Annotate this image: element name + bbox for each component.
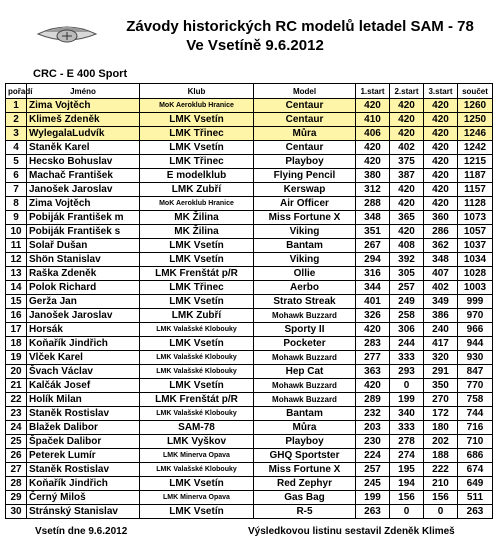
cell-total: 1034 bbox=[458, 253, 493, 267]
cell-club: LMK Třinec bbox=[140, 127, 254, 141]
cell-total: 930 bbox=[458, 351, 493, 365]
cell-start2: 305 bbox=[390, 267, 424, 281]
cell-start3: 407 bbox=[424, 267, 458, 281]
cell-start1: 277 bbox=[356, 351, 390, 365]
cell-start3: 420 bbox=[424, 99, 458, 113]
cell-start2: 156 bbox=[390, 491, 424, 505]
cell-name: Staněk Rostislav bbox=[27, 407, 140, 421]
cell-club: MK Žilina bbox=[140, 211, 254, 225]
cell-name: Koňařík Jindřich bbox=[27, 337, 140, 351]
cell-name: Polok Richard bbox=[27, 281, 140, 295]
cell-name: Staněk Rostislav bbox=[27, 463, 140, 477]
cell-start2: 278 bbox=[390, 435, 424, 449]
cell-model: Mohawk Buzzard bbox=[254, 393, 356, 407]
cell-model: Mohawk Buzzard bbox=[254, 379, 356, 393]
cell-position: 20 bbox=[6, 365, 27, 379]
cell-start2: 0 bbox=[390, 379, 424, 393]
cell-name: Staněk Karel bbox=[27, 141, 140, 155]
table-row bbox=[6, 463, 493, 477]
cell-model: Playboy bbox=[254, 435, 356, 449]
cell-total: 1073 bbox=[458, 211, 493, 225]
cell-start1: 420 bbox=[356, 155, 390, 169]
cell-start3: 350 bbox=[424, 379, 458, 393]
col-header-total: součet bbox=[458, 84, 493, 99]
cell-start1: 344 bbox=[356, 281, 390, 295]
cell-model: Ollie bbox=[254, 267, 356, 281]
table-row bbox=[6, 351, 493, 365]
cell-start2: 420 bbox=[390, 225, 424, 239]
cell-start1: 420 bbox=[356, 99, 390, 113]
cell-name: Hecsko Bohuslav bbox=[27, 155, 140, 169]
cell-name: Zima Vojtěch bbox=[27, 197, 140, 211]
cell-model: Viking bbox=[254, 225, 356, 239]
cell-start1: 363 bbox=[356, 365, 390, 379]
cell-start1: 294 bbox=[356, 253, 390, 267]
cell-start1: 316 bbox=[356, 267, 390, 281]
cell-position: 18 bbox=[6, 337, 27, 351]
cell-start2: 333 bbox=[390, 421, 424, 435]
cell-position: 29 bbox=[6, 491, 27, 505]
cell-start3: 420 bbox=[424, 141, 458, 155]
cell-start1: 312 bbox=[356, 183, 390, 197]
cell-start3: 291 bbox=[424, 365, 458, 379]
cell-start1: 203 bbox=[356, 421, 390, 435]
cell-start2: 257 bbox=[390, 281, 424, 295]
cell-start3: 420 bbox=[424, 169, 458, 183]
cell-club: LMK Frenštát p/R bbox=[140, 267, 254, 281]
table-header-row bbox=[6, 84, 493, 99]
cell-club: MK Žilina bbox=[140, 225, 254, 239]
cell-model: Můra bbox=[254, 421, 356, 435]
cell-total: 686 bbox=[458, 449, 493, 463]
cell-total: 770 bbox=[458, 379, 493, 393]
cell-start1: 420 bbox=[356, 141, 390, 155]
cell-name: Pobiják František s bbox=[27, 225, 140, 239]
cell-total: 710 bbox=[458, 435, 493, 449]
table-row bbox=[6, 309, 493, 323]
cell-position: 22 bbox=[6, 393, 27, 407]
cell-position: 15 bbox=[6, 295, 27, 309]
cell-club: LMK Vyškov bbox=[140, 435, 254, 449]
cell-model: Centaur bbox=[254, 113, 356, 127]
cell-club: MoK Aeroklub Hranice bbox=[140, 99, 254, 113]
cell-model: R-5 bbox=[254, 505, 356, 519]
table-row bbox=[6, 491, 493, 505]
cell-model: Flying Pencil bbox=[254, 169, 356, 183]
table-row bbox=[6, 337, 493, 351]
col-header-model: Model bbox=[254, 84, 356, 99]
cell-start2: 402 bbox=[390, 141, 424, 155]
table-row bbox=[6, 477, 493, 491]
cell-total: 970 bbox=[458, 309, 493, 323]
cell-club: LMK Valašské Klobouky bbox=[140, 407, 254, 421]
cell-model: Miss Fortune X bbox=[254, 211, 356, 225]
cell-start3: 402 bbox=[424, 281, 458, 295]
footer-date: Vsetín dne 9.6.2012 bbox=[35, 526, 128, 537]
cell-position: 8 bbox=[6, 197, 27, 211]
cell-start2: 293 bbox=[390, 365, 424, 379]
cell-position: 17 bbox=[6, 323, 27, 337]
cell-start2: 199 bbox=[390, 393, 424, 407]
cell-position: 16 bbox=[6, 309, 27, 323]
cell-name: Blažek Dalibor bbox=[27, 421, 140, 435]
cell-name: Shön Stanislav bbox=[27, 253, 140, 267]
table-row bbox=[6, 183, 493, 197]
cell-start3: 348 bbox=[424, 253, 458, 267]
club-logo-icon bbox=[36, 16, 98, 50]
cell-club: LMK Vsetín bbox=[140, 113, 254, 127]
cell-model: Hep Cat bbox=[254, 365, 356, 379]
cell-start3: 172 bbox=[424, 407, 458, 421]
cell-club: LMK Valašské Klobouky bbox=[140, 365, 254, 379]
cell-club: LMK Minerva Opava bbox=[140, 491, 254, 505]
table-row bbox=[6, 267, 493, 281]
cell-start3: 222 bbox=[424, 463, 458, 477]
cell-total: 1246 bbox=[458, 127, 493, 141]
col-header-name: Jméno bbox=[27, 84, 140, 99]
cell-total: 263 bbox=[458, 505, 493, 519]
cell-start1: 420 bbox=[356, 323, 390, 337]
table-row bbox=[6, 421, 493, 435]
cell-start2: 306 bbox=[390, 323, 424, 337]
cell-start1: 326 bbox=[356, 309, 390, 323]
cell-club: LMK Vsetín bbox=[140, 505, 254, 519]
cell-start3: 202 bbox=[424, 435, 458, 449]
cell-club: LMK Vsetín bbox=[140, 337, 254, 351]
col-header-start2: 2.start bbox=[390, 84, 424, 99]
table-row bbox=[6, 197, 493, 211]
cell-start2: 333 bbox=[390, 351, 424, 365]
cell-position: 4 bbox=[6, 141, 27, 155]
page-title: Závody historických RC modelů letadel SAM - 78 bbox=[126, 18, 474, 35]
cell-name: Vlček Karel bbox=[27, 351, 140, 365]
col-header-start3: 3.start bbox=[424, 84, 458, 99]
cell-club: LMK Zubří bbox=[140, 183, 254, 197]
cell-club: LMK Minerva Opava bbox=[140, 449, 254, 463]
cell-start3: 386 bbox=[424, 309, 458, 323]
cell-position: 25 bbox=[6, 435, 27, 449]
cell-start1: 406 bbox=[356, 127, 390, 141]
cell-total: 674 bbox=[458, 463, 493, 477]
cell-start2: 258 bbox=[390, 309, 424, 323]
cell-name: Gerža Jan bbox=[27, 295, 140, 309]
cell-start2: 420 bbox=[390, 183, 424, 197]
cell-total: 966 bbox=[458, 323, 493, 337]
cell-name: Pobiják František m bbox=[27, 211, 140, 225]
cell-model: Air Officer bbox=[254, 197, 356, 211]
cell-club: LMK Vsetín bbox=[140, 141, 254, 155]
table-row bbox=[6, 169, 493, 183]
cell-start2: 375 bbox=[390, 155, 424, 169]
cell-total: 1242 bbox=[458, 141, 493, 155]
cell-start1: 263 bbox=[356, 505, 390, 519]
table-row bbox=[6, 379, 493, 393]
table-row bbox=[6, 127, 493, 141]
cell-club: LMK Třinec bbox=[140, 281, 254, 295]
cell-start2: 420 bbox=[390, 113, 424, 127]
table-row bbox=[6, 435, 493, 449]
cell-position: 19 bbox=[6, 351, 27, 365]
table-row bbox=[6, 449, 493, 463]
cell-start2: 249 bbox=[390, 295, 424, 309]
cell-start1: 288 bbox=[356, 197, 390, 211]
cell-start1: 224 bbox=[356, 449, 390, 463]
cell-club: LMK Vsetín bbox=[140, 295, 254, 309]
cell-name: Švach Václav bbox=[27, 365, 140, 379]
cell-model: GHQ Sportster bbox=[254, 449, 356, 463]
cell-start1: 348 bbox=[356, 211, 390, 225]
cell-start2: 194 bbox=[390, 477, 424, 491]
table-row bbox=[6, 505, 493, 519]
cell-name: Špaček Dalibor bbox=[27, 435, 140, 449]
cell-total: 716 bbox=[458, 421, 493, 435]
cell-position: 23 bbox=[6, 407, 27, 421]
cell-club: LMK Vsetín bbox=[140, 253, 254, 267]
cell-start3: 188 bbox=[424, 449, 458, 463]
table-row bbox=[6, 141, 493, 155]
cell-position: 30 bbox=[6, 505, 27, 519]
cell-club: LMK Valašské Klobouky bbox=[140, 323, 254, 337]
cell-total: 1028 bbox=[458, 267, 493, 281]
cell-start1: 245 bbox=[356, 477, 390, 491]
cell-name: Kalčák Josef bbox=[27, 379, 140, 393]
cell-total: 1260 bbox=[458, 99, 493, 113]
cell-model: Kerswap bbox=[254, 183, 356, 197]
cell-name: Raška Zdeněk bbox=[27, 267, 140, 281]
cell-club: LMK Vsetín bbox=[140, 379, 254, 393]
cell-name: Peterek Lumír bbox=[27, 449, 140, 463]
cell-position: 10 bbox=[6, 225, 27, 239]
cell-name: Machač František bbox=[27, 169, 140, 183]
page-subtitle: Ve Vsetíně 9.6.2012 bbox=[186, 37, 324, 54]
table-row bbox=[6, 393, 493, 407]
cell-model: Můra bbox=[254, 127, 356, 141]
cell-start1: 351 bbox=[356, 225, 390, 239]
cell-total: 758 bbox=[458, 393, 493, 407]
cell-club: LMK Frenštát p/R bbox=[140, 393, 254, 407]
cell-start3: 349 bbox=[424, 295, 458, 309]
cell-position: 7 bbox=[6, 183, 27, 197]
cell-total: 511 bbox=[458, 491, 493, 505]
table-row bbox=[6, 407, 493, 421]
cell-model: Playboy bbox=[254, 155, 356, 169]
cell-model: Miss Fortune X bbox=[254, 463, 356, 477]
cell-start3: 420 bbox=[424, 113, 458, 127]
cell-model: Bantam bbox=[254, 239, 356, 253]
cell-start3: 320 bbox=[424, 351, 458, 365]
cell-start2: 392 bbox=[390, 253, 424, 267]
cell-start2: 195 bbox=[390, 463, 424, 477]
table-row bbox=[6, 99, 493, 113]
cell-total: 999 bbox=[458, 295, 493, 309]
cell-total: 1157 bbox=[458, 183, 493, 197]
cell-start3: 180 bbox=[424, 421, 458, 435]
cell-model: Bantam bbox=[254, 407, 356, 421]
cell-start1: 283 bbox=[356, 337, 390, 351]
cell-start1: 267 bbox=[356, 239, 390, 253]
cell-name: Janošek Jaroslav bbox=[27, 183, 140, 197]
cell-total: 1037 bbox=[458, 239, 493, 253]
cell-position: 21 bbox=[6, 379, 27, 393]
cell-start3: 420 bbox=[424, 183, 458, 197]
table-row bbox=[6, 253, 493, 267]
cell-club: SAM-78 bbox=[140, 421, 254, 435]
cell-start3: 270 bbox=[424, 393, 458, 407]
cell-start1: 232 bbox=[356, 407, 390, 421]
cell-position: 3 bbox=[6, 127, 27, 141]
cell-start3: 360 bbox=[424, 211, 458, 225]
cell-club: LMK Třinec bbox=[140, 155, 254, 169]
cell-name: Holík Milan bbox=[27, 393, 140, 407]
cell-start1: 230 bbox=[356, 435, 390, 449]
cell-start2: 408 bbox=[390, 239, 424, 253]
cell-position: 27 bbox=[6, 463, 27, 477]
cell-total: 1003 bbox=[458, 281, 493, 295]
cell-start1: 380 bbox=[356, 169, 390, 183]
cell-start1: 401 bbox=[356, 295, 390, 309]
cell-total: 744 bbox=[458, 407, 493, 421]
footer-author: Výsledkovou listinu sestavil Zdeněk Klimeš bbox=[248, 526, 455, 537]
cell-start2: 340 bbox=[390, 407, 424, 421]
cell-model: Mohawk Buzzard bbox=[254, 351, 356, 365]
cell-model: Red Zephyr bbox=[254, 477, 356, 491]
table-row bbox=[6, 155, 493, 169]
cell-start3: 420 bbox=[424, 197, 458, 211]
cell-club: LMK Zubří bbox=[140, 309, 254, 323]
cell-start3: 362 bbox=[424, 239, 458, 253]
table-row bbox=[6, 295, 493, 309]
cell-position: 14 bbox=[6, 281, 27, 295]
cell-model: Mohawk Buzzard bbox=[254, 309, 356, 323]
category-label: CRC - E 400 Sport bbox=[33, 68, 128, 80]
cell-name: Zima Vojtěch bbox=[27, 99, 140, 113]
cell-total: 1250 bbox=[458, 113, 493, 127]
cell-total: 1215 bbox=[458, 155, 493, 169]
cell-model: Centaur bbox=[254, 99, 356, 113]
cell-name: Koňařík Jindřich bbox=[27, 477, 140, 491]
cell-start3: 417 bbox=[424, 337, 458, 351]
cell-start1: 420 bbox=[356, 379, 390, 393]
table-row bbox=[6, 365, 493, 379]
cell-club: LMK Vsetín bbox=[140, 239, 254, 253]
cell-start2: 244 bbox=[390, 337, 424, 351]
cell-model: Pocketer bbox=[254, 337, 356, 351]
cell-club: LMK Vsetín bbox=[140, 477, 254, 491]
cell-start2: 387 bbox=[390, 169, 424, 183]
cell-start3: 0 bbox=[424, 505, 458, 519]
cell-total: 1057 bbox=[458, 225, 493, 239]
table-row bbox=[6, 225, 493, 239]
cell-start2: 420 bbox=[390, 197, 424, 211]
cell-start2: 365 bbox=[390, 211, 424, 225]
col-header-start1: 1.start bbox=[356, 84, 390, 99]
cell-position: 26 bbox=[6, 449, 27, 463]
cell-total: 847 bbox=[458, 365, 493, 379]
cell-start2: 274 bbox=[390, 449, 424, 463]
cell-model: Strato Streak bbox=[254, 295, 356, 309]
cell-position: 2 bbox=[6, 113, 27, 127]
cell-start1: 199 bbox=[356, 491, 390, 505]
cell-name: Černý Miloš bbox=[27, 491, 140, 505]
results-table bbox=[5, 83, 493, 519]
cell-model: Centaur bbox=[254, 141, 356, 155]
cell-club: LMK Valašské Klobouky bbox=[140, 463, 254, 477]
cell-start3: 156 bbox=[424, 491, 458, 505]
table-row bbox=[6, 211, 493, 225]
cell-name: Janošek Jaroslav bbox=[27, 309, 140, 323]
cell-position: 9 bbox=[6, 211, 27, 225]
cell-name: Klimeš Zdeněk bbox=[27, 113, 140, 127]
cell-name: Stránský Stanislav bbox=[27, 505, 140, 519]
cell-position: 1 bbox=[6, 99, 27, 113]
table-row bbox=[6, 239, 493, 253]
cell-position: 12 bbox=[6, 253, 27, 267]
table-row bbox=[6, 323, 493, 337]
cell-start3: 420 bbox=[424, 155, 458, 169]
cell-position: 28 bbox=[6, 477, 27, 491]
cell-start2: 420 bbox=[390, 127, 424, 141]
cell-start3: 420 bbox=[424, 127, 458, 141]
cell-model: Aerbo bbox=[254, 281, 356, 295]
cell-club: E modelklub bbox=[140, 169, 254, 183]
cell-start3: 240 bbox=[424, 323, 458, 337]
col-header-position: pořadí bbox=[6, 84, 27, 99]
cell-model: Viking bbox=[254, 253, 356, 267]
cell-position: 13 bbox=[6, 267, 27, 281]
cell-position: 6 bbox=[6, 169, 27, 183]
cell-position: 11 bbox=[6, 239, 27, 253]
cell-model: Gas Bag bbox=[254, 491, 356, 505]
cell-total: 649 bbox=[458, 477, 493, 491]
cell-start1: 289 bbox=[356, 393, 390, 407]
col-header-club: Klub bbox=[140, 84, 254, 99]
cell-name: Horsák bbox=[27, 323, 140, 337]
cell-club: LMK Valašské Klobouky bbox=[140, 351, 254, 365]
cell-position: 5 bbox=[6, 155, 27, 169]
cell-start3: 286 bbox=[424, 225, 458, 239]
cell-name: WylegalaLudvík bbox=[27, 127, 140, 141]
table-row bbox=[6, 281, 493, 295]
cell-start2: 0 bbox=[390, 505, 424, 519]
cell-start3: 210 bbox=[424, 477, 458, 491]
cell-total: 1187 bbox=[458, 169, 493, 183]
cell-start2: 420 bbox=[390, 99, 424, 113]
cell-position: 24 bbox=[6, 421, 27, 435]
cell-name: Solař Dušan bbox=[27, 239, 140, 253]
cell-total: 1128 bbox=[458, 197, 493, 211]
cell-start1: 410 bbox=[356, 113, 390, 127]
cell-total: 944 bbox=[458, 337, 493, 351]
cell-club: MoK Aeroklub Hranice bbox=[140, 197, 254, 211]
cell-model: Sporty II bbox=[254, 323, 356, 337]
cell-start1: 257 bbox=[356, 463, 390, 477]
table-row bbox=[6, 113, 493, 127]
